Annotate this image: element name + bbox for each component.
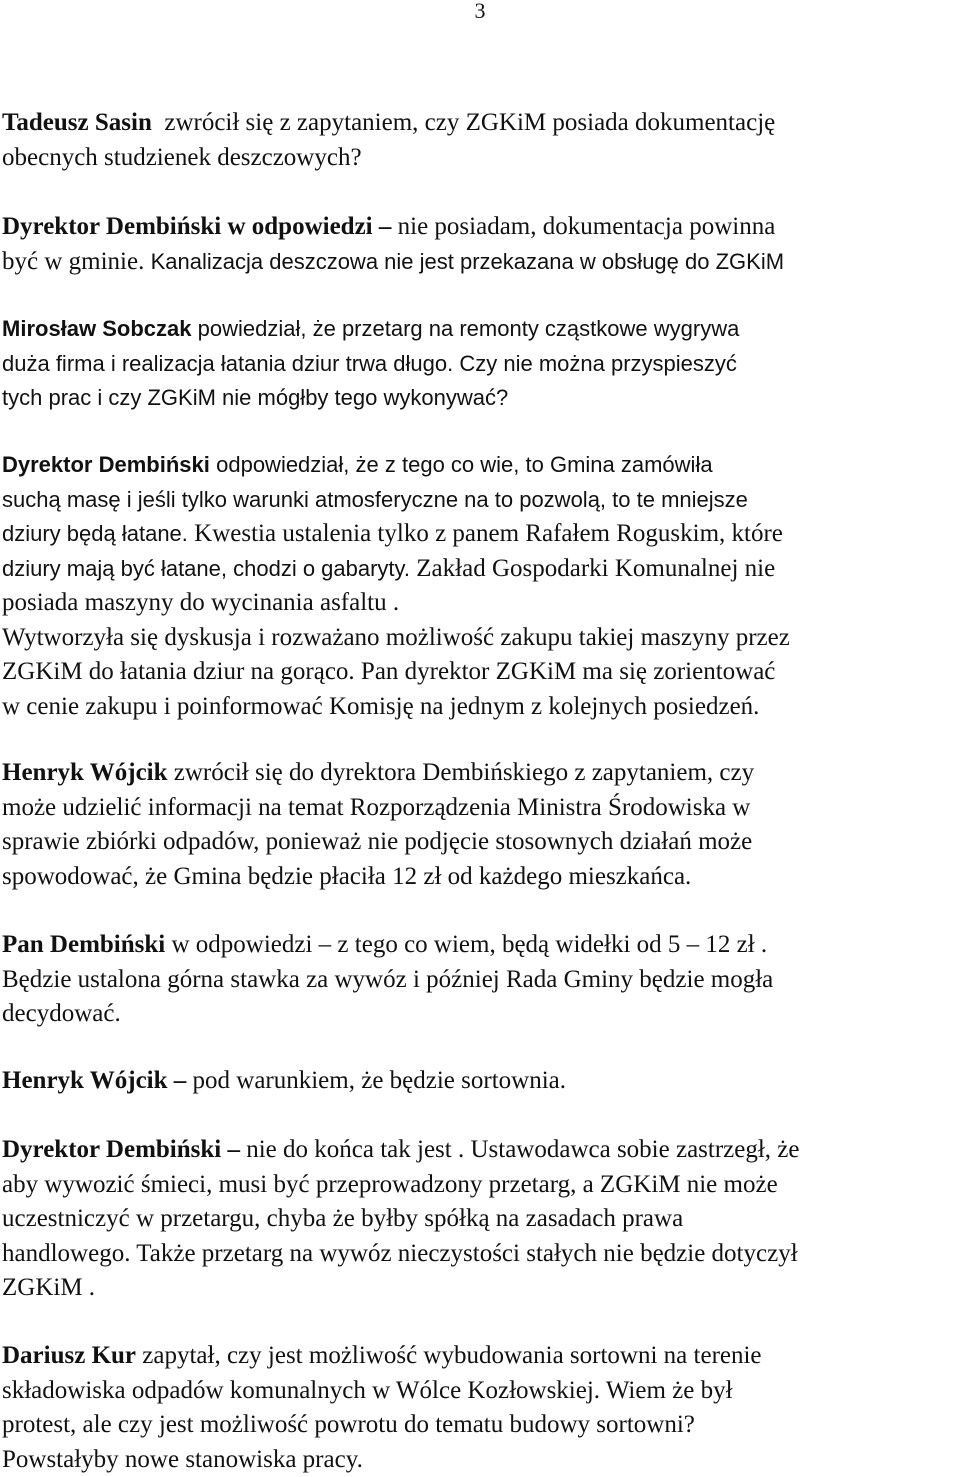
- speaker-name: Henryk Wójcik: [2, 759, 168, 786]
- paragraph-tadeusz-sasin: [2, 106, 952, 175]
- speaker-name: Pan Dembiński: [2, 931, 165, 958]
- paragraph-text: protest, ale czy jest możliwość powrotu do tematu budowy sortowni?: [2, 1408, 952, 1443]
- paragraph-text: dziury będą łatane.: [2, 521, 188, 546]
- paragraph-text: w odpowiedzi – z tego co wiem, będą widełki od 5 – 12 zł .: [171, 931, 767, 958]
- speaker-name: Mirosław Sobczak: [2, 316, 192, 341]
- paragraph-text: zwrócił się z zapytaniem, czy ZGKiM posiada dokumentację: [164, 109, 775, 136]
- paragraph-pan-dembinski: [2, 928, 952, 1032]
- paragraph-text: aby wywozić śmieci, musi być przeprowadzony przetarg, a ZGKiM nie może: [2, 1168, 952, 1203]
- paragraph-text: Zakład Gospodarki Komunalnej nie: [416, 555, 775, 582]
- paragraph-text: zapytał, czy jest możliwość wybudowania sortowni na terenie: [142, 1342, 761, 1369]
- speaker-name: Dyrektor Dembiński: [2, 452, 210, 477]
- speaker-name: Dyrektor Dembiński w odpowiedzi –: [2, 213, 391, 240]
- paragraph-text: tych prac i czy ZGKiM nie mógłby tego wykonywać?: [2, 381, 952, 416]
- speaker-name: Dariusz Kur: [2, 1342, 136, 1369]
- paragraph-dyrektor-dembinski-answer: [2, 448, 952, 724]
- paragraph-text: być w gminie.: [2, 248, 144, 275]
- speaker-name: Dyrektor Dembiński –: [2, 1136, 240, 1163]
- paragraph-text: Kanalizacja deszczowa nie jest przekazana w obsługę do ZGKiM: [151, 249, 784, 274]
- paragraph-dariusz-kur: [2, 1339, 952, 1477]
- paragraph-text: może udzielić informacji na temat Rozporządzenia Ministra Środowiska w: [2, 791, 952, 826]
- speaker-name: Henryk Wójcik –: [2, 1067, 186, 1094]
- paragraph-text: pod warunkiem, że będzie sortownia.: [193, 1067, 567, 1094]
- paragraph-text: Pan dyrektor ZGKiM ma się zorientować: [361, 658, 775, 685]
- paragraph-text: nie posiadam, dokumentacja powinna: [398, 213, 776, 240]
- paragraph-text: Powstałyby nowe stanowiska pracy.: [2, 1443, 952, 1477]
- paragraph-text: ZGKiM do łatania dziur na gorąco.: [2, 658, 355, 685]
- paragraph-text: suchą masę i jeśli tylko warunki atmosferyczne na to pozwolą, to te mniejsze: [2, 483, 952, 518]
- paragraph-text: zwrócił się do dyrektora Dembińskiego z zapytaniem, czy: [174, 759, 754, 786]
- paragraph-text: obecnych studzienek deszczowych?: [2, 141, 952, 176]
- paragraph-dyrektor-dembinski-reply: [2, 210, 952, 279]
- paragraph-text: dziury mają być łatane, chodzi o gabaryty.: [2, 556, 410, 581]
- paragraph-text: Będzie ustalona górna stawka za wywóz i później Rada Gminy będzie mogła: [2, 963, 952, 998]
- paragraph-text: duża firma i realizacja łatania dziur trwa długo.: [2, 351, 453, 376]
- paragraph-miroslaw-sobczak: [2, 312, 952, 416]
- paragraph-text: sprawie zbiórki odpadów, ponieważ nie podjęcie stosownych działań może: [2, 825, 952, 860]
- paragraph-henryk-wojcik-question: [2, 756, 952, 894]
- paragraph-text: nie do końca tak jest . Ustawodawca sobie zastrzegł, że: [246, 1136, 799, 1163]
- paragraph-text: Kwestia ustalenia tylko z panem Rafałem Roguskim, które: [194, 520, 783, 547]
- paragraph-text: składowiska odpadów komunalnych w Wólce Kozłowskiej. Wiem że był: [2, 1374, 952, 1409]
- paragraph-text: w cenie zakupu i poinformować Komisję na jednym z kolejnych posiedzeń.: [2, 690, 952, 725]
- paragraph-text: Czy nie można przyspieszyć: [459, 351, 737, 376]
- paragraph-text: handlowego. Także przetarg na wywóz nieczystości stałych nie będzie dotyczył: [2, 1237, 952, 1272]
- paragraph-text: powiedział, że przetarg na remonty cząstkowe wygrywa: [198, 316, 740, 341]
- paragraph-text: odpowiedział, że z tego co wie, to Gmina zamówiła: [216, 452, 712, 477]
- speaker-name: Tadeusz Sasin: [2, 109, 152, 136]
- paragraph-text: ZGKiM .: [2, 1271, 952, 1306]
- paragraph-text: posiada maszyny do wycinania asfaltu .: [2, 586, 952, 621]
- paragraph-dyrektor-dembinski-tender: [2, 1133, 952, 1306]
- paragraph-text: decydować.: [2, 997, 952, 1032]
- paragraph-text: spowodować, że Gmina będzie płaciła 12 zł od każdego mieszkańca.: [2, 860, 952, 895]
- page-number: 3: [0, 0, 960, 22]
- paragraph-text: uczestniczyć w przetargu, chyba że byłby spółką na zasadach prawa: [2, 1202, 952, 1237]
- paragraph-henryk-wojcik-remark: [2, 1064, 952, 1099]
- paragraph-text: Wytworzyła się dyskusja i rozważano możliwość zakupu takiej maszyny przez: [2, 621, 952, 656]
